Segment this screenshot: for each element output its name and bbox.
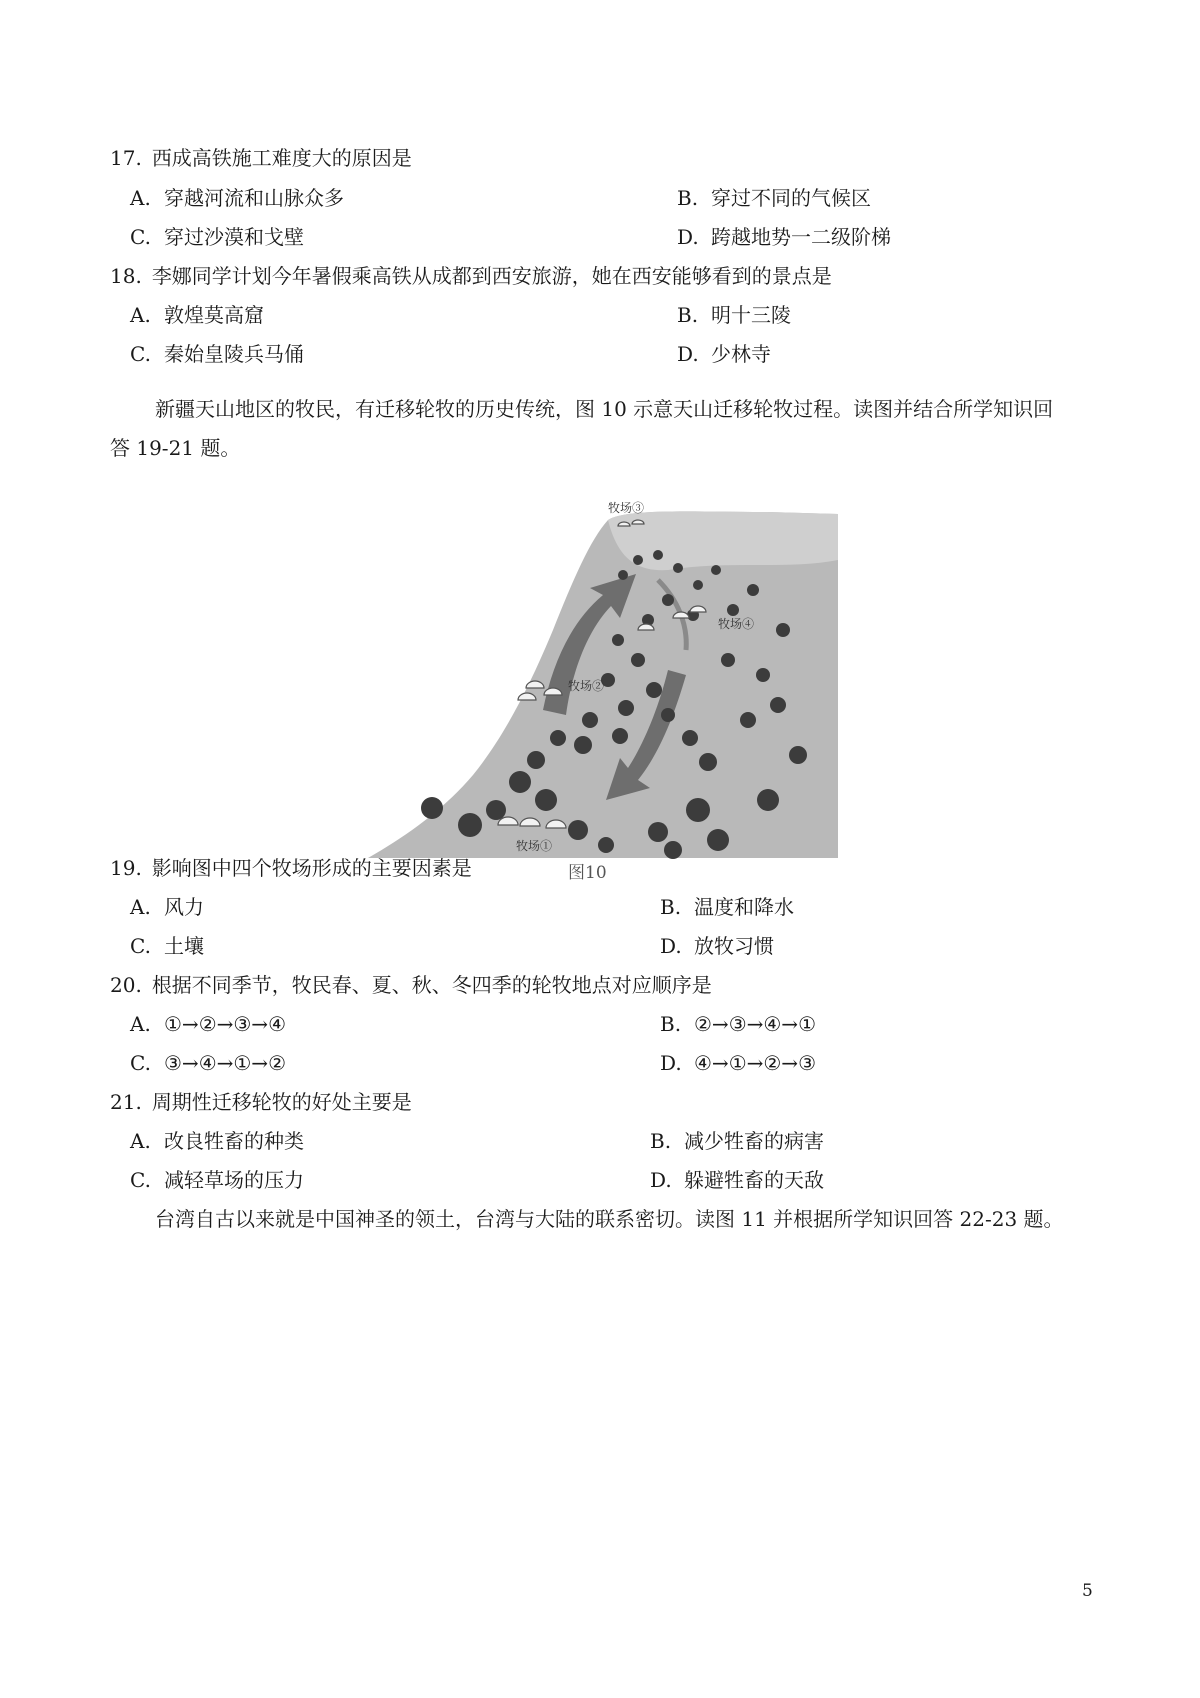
passage-taiwan: 台湾自古以来就是中国神圣的领土，台湾与大陆的联系密切。读图 11 并根据所学知识回答 22-23 题。 bbox=[155, 1207, 1064, 1231]
option-text: 减少牲畜的病害 bbox=[684, 1129, 824, 1153]
question-19 bbox=[110, 856, 472, 880]
question-text: 西成高铁施工难度大的原因是 bbox=[151, 146, 412, 170]
question-18 bbox=[110, 264, 832, 288]
option-label: B. bbox=[650, 1129, 672, 1153]
option-text: 风力 bbox=[164, 895, 204, 919]
option-17-c bbox=[130, 225, 304, 249]
option-label: D. bbox=[677, 225, 699, 249]
figure-caption: 图10 bbox=[568, 863, 607, 883]
option-label: C. bbox=[130, 1051, 151, 1075]
option-text: 温度和降水 bbox=[694, 895, 794, 919]
option-text: 敦煌莫高窟 bbox=[164, 303, 264, 327]
label-pasture-1: 牧场① bbox=[516, 839, 553, 853]
option-text: 跨越地势一二级阶梯 bbox=[711, 225, 891, 249]
option-label: D. bbox=[660, 1051, 682, 1075]
label-pasture-2: 牧场② bbox=[568, 679, 605, 693]
option-text: 穿过沙漠和戈壁 bbox=[164, 225, 304, 249]
option-label: B. bbox=[660, 1012, 682, 1036]
option-text: 减轻草场的压力 bbox=[164, 1168, 304, 1192]
page-number: 5 bbox=[1082, 1581, 1093, 1601]
option-18-b bbox=[677, 303, 791, 327]
passage-xinjiang-line1: 新疆天山地区的牧民，有迁移轮牧的历史传统，图 10 示意天山迁移轮牧过程。读图并结合所学知识回 bbox=[155, 397, 1054, 421]
option-19-c bbox=[130, 934, 204, 958]
option-19-a bbox=[130, 895, 204, 919]
option-label: A. bbox=[130, 186, 151, 210]
option-20-b bbox=[660, 1012, 816, 1036]
option-21-a bbox=[130, 1129, 304, 1153]
option-label: D. bbox=[677, 342, 699, 366]
question-number: 20. bbox=[110, 973, 142, 997]
question-21 bbox=[110, 1090, 412, 1114]
option-18-a bbox=[130, 303, 264, 327]
question-number: 18. bbox=[110, 264, 142, 288]
option-label: A. bbox=[130, 1012, 151, 1036]
option-text: 穿过不同的气候区 bbox=[711, 186, 871, 210]
option-label: B. bbox=[677, 186, 699, 210]
option-text: ②→③→④→① bbox=[694, 1012, 816, 1036]
question-text: 周期性迁移轮牧的好处主要是 bbox=[151, 1090, 412, 1114]
option-label: C. bbox=[130, 342, 151, 366]
option-label: D. bbox=[650, 1168, 672, 1192]
question-17 bbox=[110, 146, 412, 170]
option-text: 明十三陵 bbox=[711, 303, 791, 327]
option-17-b bbox=[677, 186, 871, 210]
option-text: 改良牲畜的种类 bbox=[164, 1129, 304, 1153]
label-pasture-4: 牧场④ bbox=[718, 617, 755, 631]
option-text: 秦始皇陵兵马俑 bbox=[164, 342, 304, 366]
option-label: A. bbox=[130, 1129, 151, 1153]
option-label: B. bbox=[660, 895, 682, 919]
option-17-a bbox=[130, 186, 344, 210]
figure-10 bbox=[368, 500, 838, 888]
question-text: 李娜同学计划今年暑假乘高铁从成都到西安旅游，她在西安能够看到的景点是 bbox=[151, 264, 832, 288]
question-text: 根据不同季节，牧民春、夏、秋、冬四季的轮牧地点对应顺序是 bbox=[151, 973, 712, 997]
option-20-c bbox=[130, 1051, 286, 1075]
option-20-d bbox=[660, 1051, 816, 1075]
option-text: 穿越河流和山脉众多 bbox=[164, 186, 344, 210]
option-text: ①→②→③→④ bbox=[164, 1012, 286, 1036]
option-text: 土壤 bbox=[164, 934, 204, 958]
option-18-d bbox=[677, 342, 771, 366]
option-text: 躲避牲畜的天敌 bbox=[684, 1168, 824, 1192]
option-label: A. bbox=[130, 895, 151, 919]
option-19-b bbox=[660, 895, 794, 919]
option-17-d bbox=[677, 225, 891, 249]
option-21-c bbox=[130, 1168, 304, 1192]
option-label: D. bbox=[660, 934, 682, 958]
option-text: ④→①→②→③ bbox=[694, 1051, 816, 1075]
option-label: A. bbox=[130, 303, 151, 327]
question-number: 21. bbox=[110, 1090, 142, 1114]
question-number: 17. bbox=[110, 146, 142, 170]
option-text: ③→④→①→② bbox=[164, 1051, 286, 1075]
option-text: 放牧习惯 bbox=[694, 934, 774, 958]
passage-xinjiang-line2: 答 19-21 题。 bbox=[110, 436, 241, 460]
option-21-d bbox=[650, 1168, 824, 1192]
option-label: C. bbox=[130, 1168, 151, 1192]
option-20-a bbox=[130, 1012, 286, 1036]
option-label: C. bbox=[130, 225, 151, 249]
question-number: 19. bbox=[110, 856, 142, 880]
option-label: C. bbox=[130, 934, 151, 958]
question-20 bbox=[110, 973, 712, 997]
option-label: B. bbox=[677, 303, 699, 327]
option-19-d bbox=[660, 934, 774, 958]
label-pasture-3: 牧场③ bbox=[608, 501, 645, 515]
option-21-b bbox=[650, 1129, 824, 1153]
question-text: 影响图中四个牧场形成的主要因素是 bbox=[151, 856, 472, 880]
option-18-c bbox=[130, 342, 304, 366]
option-text: 少林寺 bbox=[711, 342, 771, 366]
